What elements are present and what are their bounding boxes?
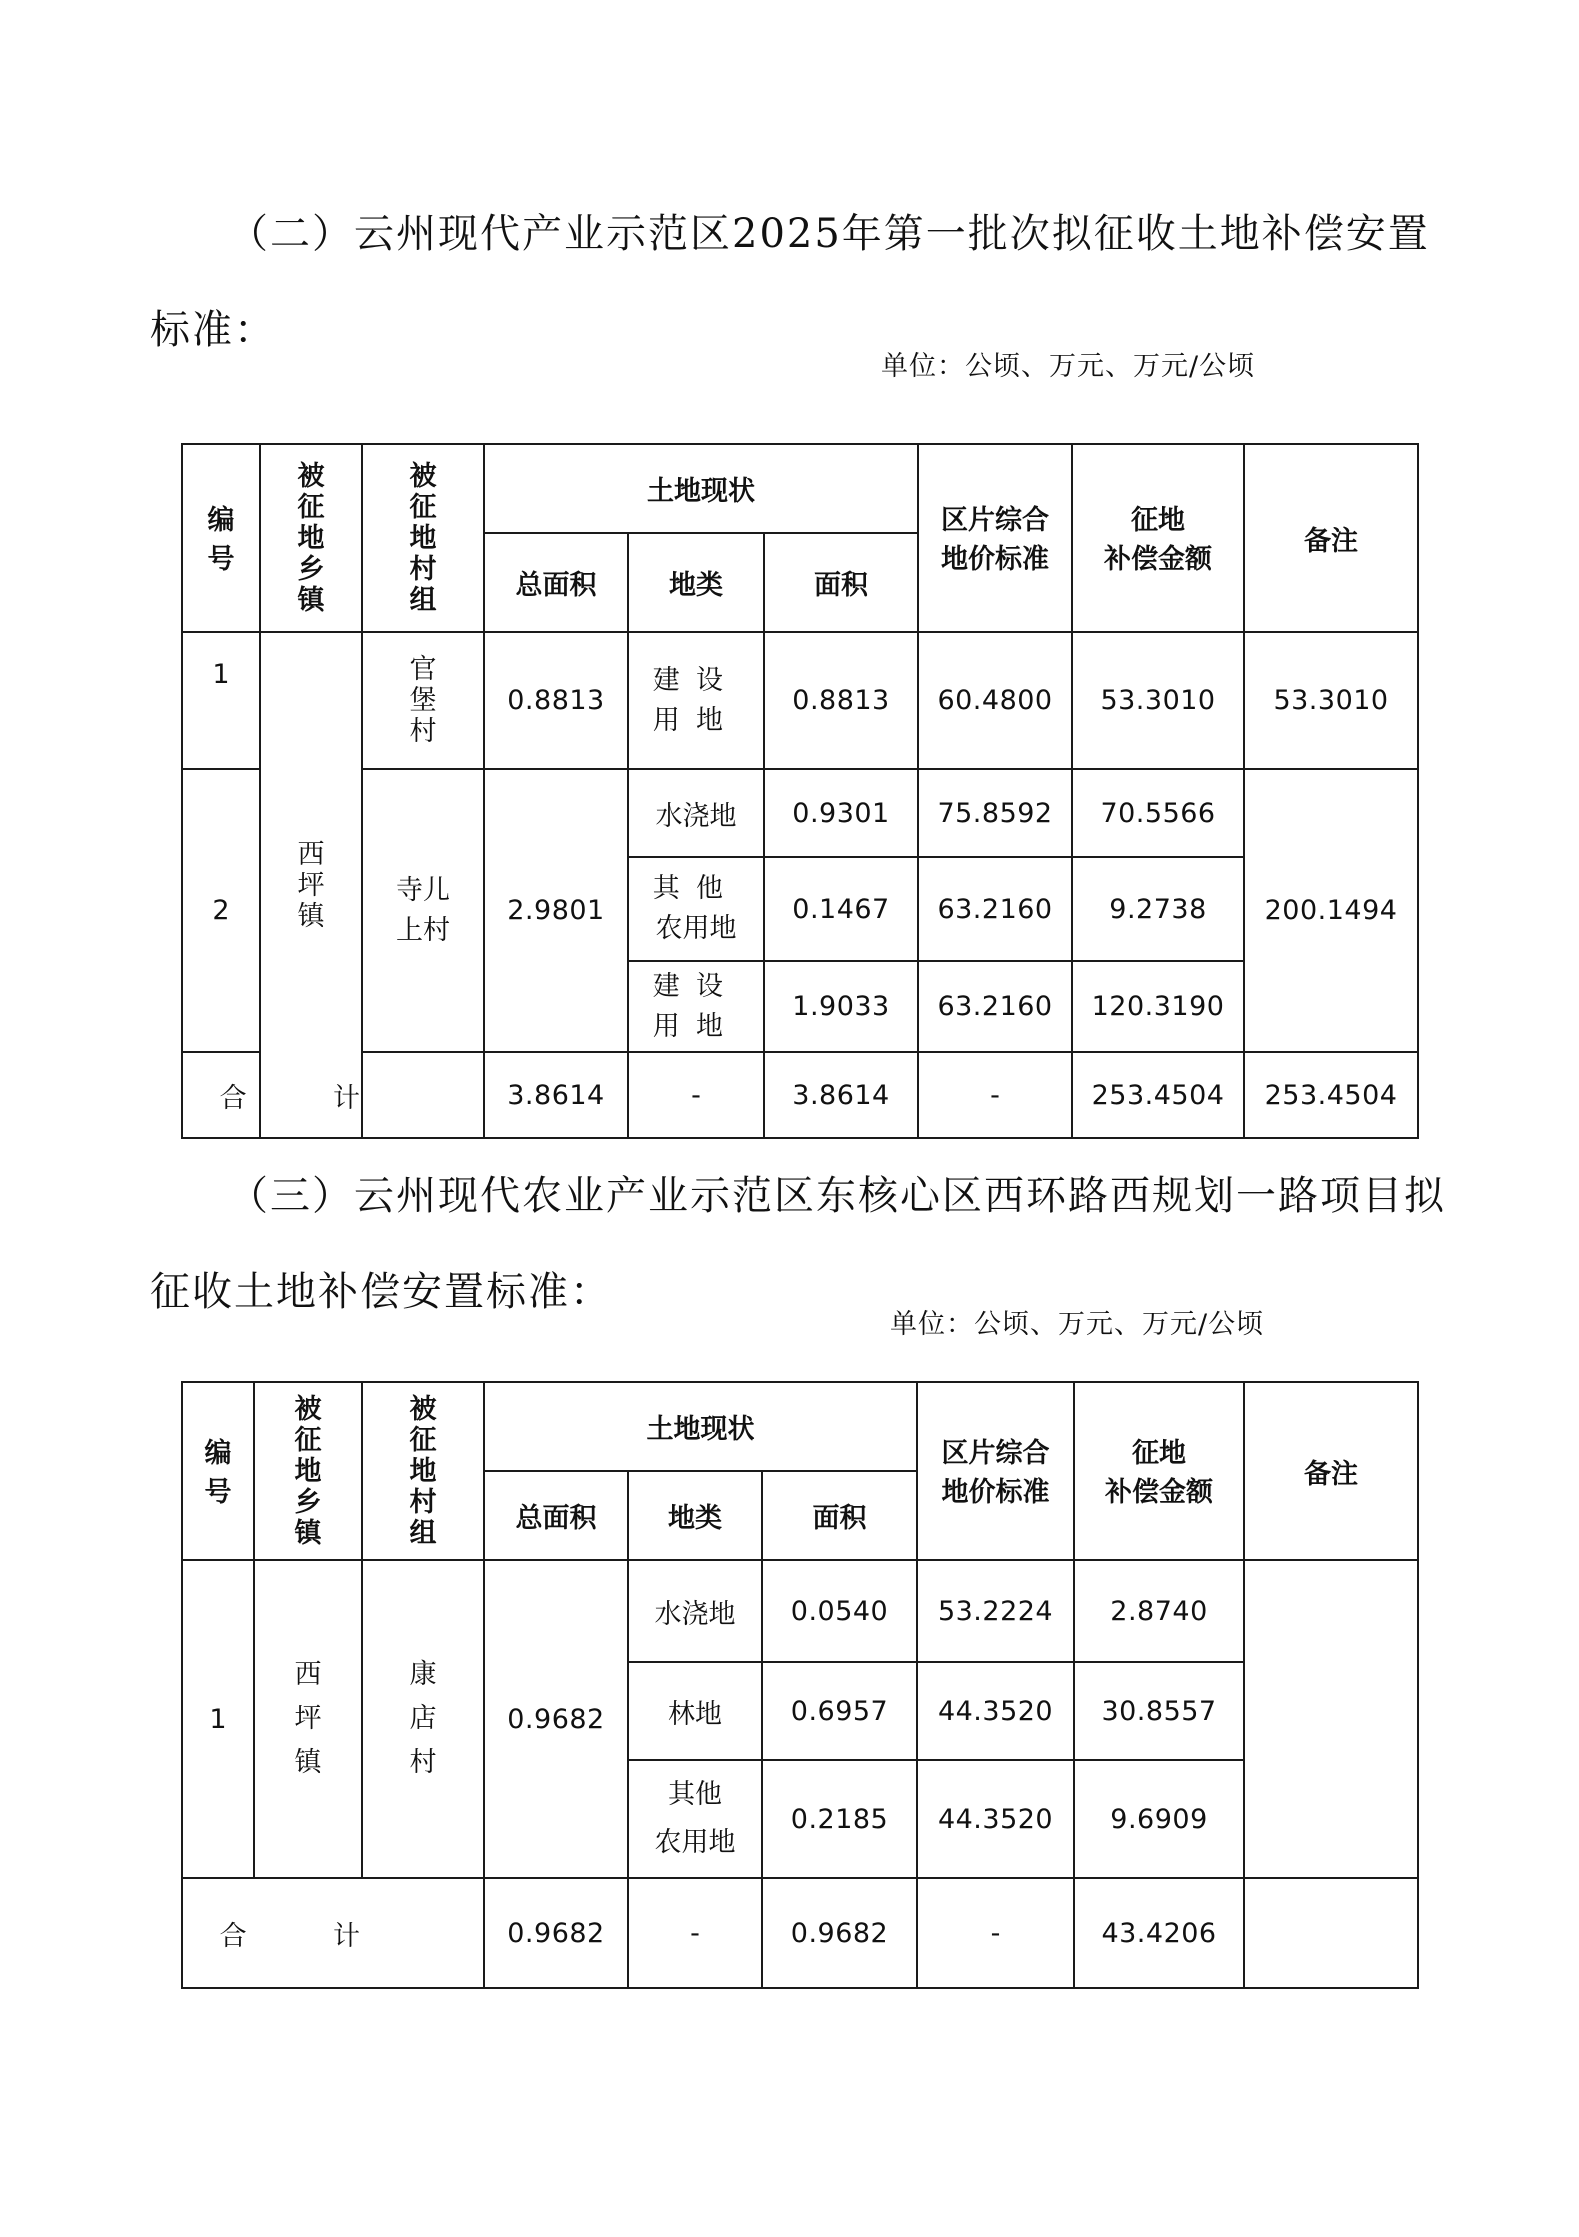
header-id-top: 编: [204, 1438, 232, 1469]
total-row: [182, 1052, 1418, 1138]
header-area: 面积: [764, 533, 918, 632]
row-total-area: 0.9682: [484, 1560, 628, 1878]
header-town: 被征地乡镇: [254, 1382, 362, 1560]
header-price: 区片综合 地价标准: [917, 1382, 1074, 1560]
header-note: 备注: [1244, 1382, 1418, 1560]
row-compensation: 9.2738: [1072, 857, 1244, 961]
row-compensation: 9.6909: [1074, 1760, 1244, 1878]
row-land-type: 建设用地: [628, 632, 764, 769]
row-area: 1.9033: [764, 961, 918, 1052]
header-area: 面积: [762, 1471, 917, 1560]
header-town: 被征地乡镇: [260, 444, 362, 632]
total-price: -: [917, 1878, 1074, 1988]
row-id: 1: [182, 632, 260, 769]
row-land-type: 林地: [628, 1662, 762, 1760]
section-2-unit: 单位：公顷、万元、万元/公顷: [881, 351, 1256, 382]
row-land-type: 水浇地: [628, 769, 764, 857]
total-land-type: -: [628, 1878, 762, 1988]
header-id: [182, 444, 260, 632]
header-note: 备注: [1244, 444, 1418, 632]
row-compensation: 70.5566: [1072, 769, 1244, 857]
section-2-heading: （二）云州现代产业示范区2025年第一批次拟征收土地补偿安置标准：: [150, 211, 1430, 353]
total-sub-area: 0.9682: [762, 1878, 917, 1988]
total-label: 合计: [182, 1878, 484, 1988]
header-village: 被征地村组: [362, 1382, 484, 1560]
row-land-type: 建设用地: [628, 961, 764, 1052]
header-land-status: 土地现状: [484, 1382, 917, 1471]
row-note: 53.3010: [1244, 632, 1418, 769]
header-compensation: 征地 补偿金额: [1072, 444, 1244, 632]
row-town: 西坪镇: [260, 632, 362, 1138]
row-compensation: 30.8557: [1074, 1662, 1244, 1760]
row-price: 44.3520: [917, 1662, 1074, 1760]
row-village: 寺儿上村: [362, 769, 484, 1052]
total-note: 253.4504: [1244, 1052, 1418, 1138]
row-price: 63.2160: [918, 857, 1072, 961]
header-id-top: 编: [207, 505, 235, 536]
section-2-table: [181, 443, 1419, 1139]
row-area: 0.1467: [764, 857, 918, 961]
row-note: 200.1494: [1244, 769, 1418, 1052]
row-land-type: 其他 农用地: [628, 1760, 762, 1878]
header-compensation: 征地 补偿金额: [1074, 1382, 1244, 1560]
header-id: [182, 1382, 254, 1560]
header-land-type: 地类: [628, 533, 764, 632]
row-total-area: 2.9801: [484, 769, 628, 1052]
row-area: 0.8813: [764, 632, 918, 769]
row-village: 康店村: [362, 1560, 484, 1878]
total-row: [182, 1878, 1418, 1988]
header-village: 被征地村组: [362, 444, 484, 632]
total-price: -: [918, 1052, 1072, 1138]
header-total-area: 总面积: [484, 1471, 628, 1560]
row-area: 0.2185: [762, 1760, 917, 1878]
row-price: 60.4800: [918, 632, 1072, 769]
total-area: 0.9682: [484, 1878, 628, 1988]
section-3-table: [181, 1381, 1419, 1989]
header-land-type: 地类: [628, 1471, 762, 1560]
header-id-bottom: 号: [207, 544, 235, 575]
total-note: [1244, 1878, 1418, 1988]
section-3-heading: （三）云州现代农业产业示范区东核心区西环路西规划一路项目拟征收土地补偿安置标准：: [150, 1173, 1446, 1315]
total-area: 3.8614: [484, 1052, 628, 1138]
row-town: 西坪镇: [254, 1560, 362, 1878]
row-price: 75.8592: [918, 769, 1072, 857]
row-compensation: 2.8740: [1074, 1560, 1244, 1662]
total-compensation: 253.4504: [1072, 1052, 1244, 1138]
header-total-area: 总面积: [484, 533, 628, 632]
row-land-type: 其他 农用地: [628, 857, 764, 961]
total-land-type: -: [628, 1052, 764, 1138]
row-area: 0.9301: [764, 769, 918, 857]
row-area: 0.6957: [762, 1662, 917, 1760]
row-price: 63.2160: [918, 961, 1072, 1052]
row-compensation: 120.3190: [1072, 961, 1244, 1052]
header-price: 区片综合 地价标准: [918, 444, 1072, 632]
row-land-type: 水浇地: [628, 1560, 762, 1662]
total-label: 合计: [182, 1052, 484, 1138]
total-compensation: 43.4206: [1074, 1878, 1244, 1988]
total-sub-area: 3.8614: [764, 1052, 918, 1138]
row-compensation: 53.3010: [1072, 632, 1244, 769]
header-land-status: 土地现状: [484, 444, 918, 533]
section-3-unit: 单位：公顷、万元、万元/公顷: [890, 1309, 1265, 1340]
table-row: [182, 769, 1418, 857]
row-note: [1244, 1560, 1418, 1878]
row-area: 0.0540: [762, 1560, 917, 1662]
row-id: 2: [182, 769, 260, 1052]
row-price: 53.2224: [917, 1560, 1074, 1662]
row-id: 1: [182, 1560, 254, 1878]
table-row: [182, 1560, 1418, 1662]
row-total-area: 0.8813: [484, 632, 628, 769]
header-id-bottom: 号: [204, 1477, 232, 1508]
table-row: [182, 632, 1418, 769]
row-village: 官堡村: [362, 632, 484, 769]
row-price: 44.3520: [917, 1760, 1074, 1878]
